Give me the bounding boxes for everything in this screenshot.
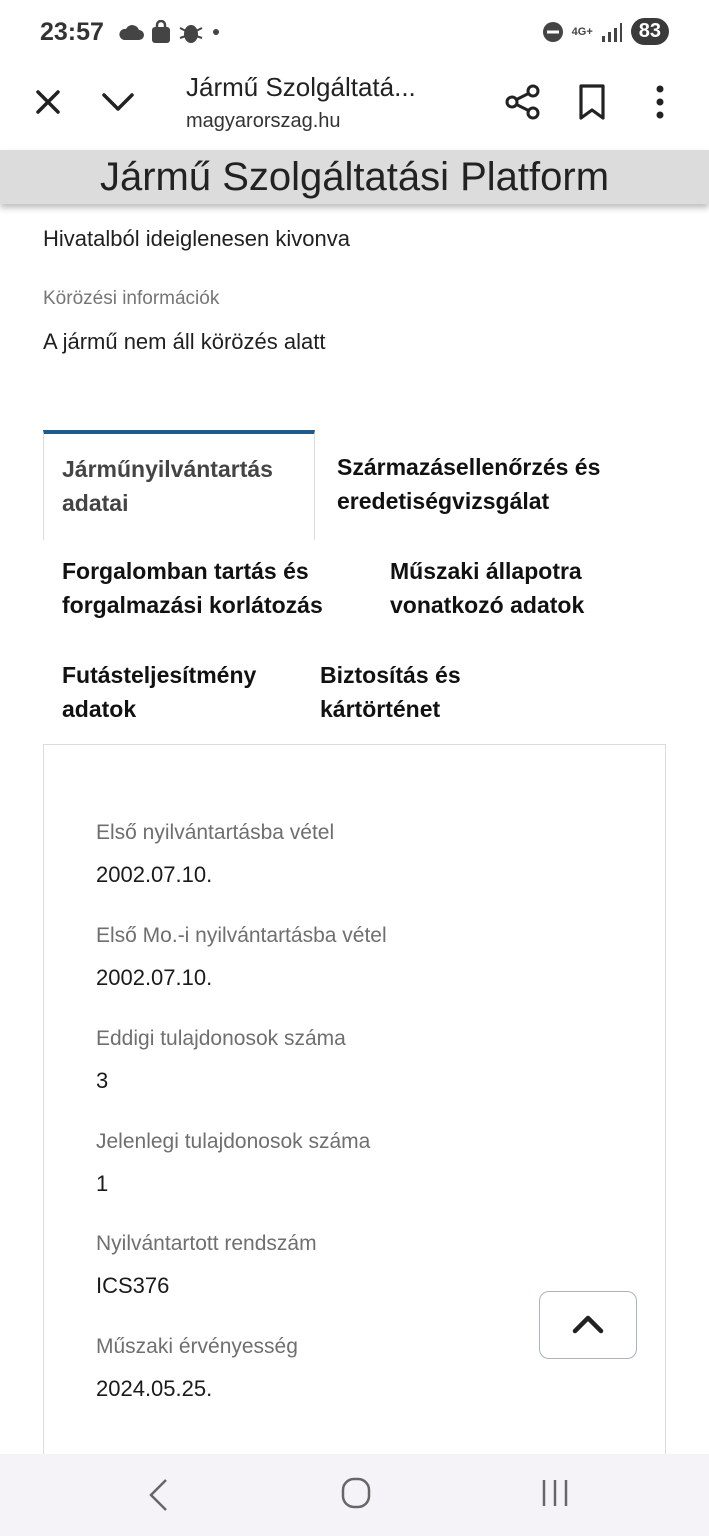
shopping-bag-icon (150, 20, 172, 44)
system-navigation-bar (0, 1454, 709, 1536)
tab-insurance[interactable]: Biztosítás és kártörténet (320, 662, 461, 722)
status-time: 23:57 (40, 18, 104, 46)
tab-vehicle-registry[interactable] (43, 430, 315, 540)
browser-toolbar (0, 66, 709, 150)
field-value: 2024.05.25. (96, 1376, 213, 1401)
field-value: ICS376 (96, 1273, 170, 1298)
recent-apps-icon[interactable] (540, 1478, 570, 1508)
field-label: Műszaki érvényesség (96, 1335, 298, 1358)
platform-title: Jármű Szolgáltatási Platform (99, 155, 610, 199)
battery-level: 83 (631, 18, 669, 45)
do-not-disturb-icon (542, 21, 564, 43)
close-icon[interactable] (30, 84, 66, 120)
home-icon[interactable] (341, 1476, 371, 1510)
tab-circulation-restriction[interactable]: Forgalomban tartás és forgalmazási korlátozás (62, 558, 323, 618)
url-text[interactable]: magyarorszag.hu (186, 110, 341, 132)
main-content (0, 204, 709, 1454)
field-label: Első Mo.-i nyilvántartásba vétel (96, 924, 387, 947)
field-value: 2002.07.10. (96, 965, 213, 990)
status-value: Hivatalból ideiglenesen kivonva (43, 226, 350, 251)
tab-label: Járműnyilvántartás adatai (62, 456, 273, 516)
dot-icon (210, 26, 222, 38)
back-icon[interactable] (146, 1476, 170, 1514)
field-value: 2002.07.10. (96, 862, 213, 887)
share-icon[interactable] (503, 82, 543, 122)
more-options-icon[interactable] (645, 82, 675, 122)
field-value: 1 (96, 1171, 109, 1196)
notification-icons (118, 20, 222, 44)
field-value: 3 (96, 1068, 109, 1093)
circulation-value: A jármű nem áll körözés alatt (43, 329, 326, 354)
platform-banner (0, 150, 709, 204)
chevron-up-icon (570, 1312, 606, 1336)
bug-icon (178, 20, 204, 44)
field-label: Első nyilvántartásba vétel (96, 821, 335, 844)
tab-origin-check[interactable]: Származásellenőrzés és eredetiségvizsgálat (337, 454, 601, 514)
system-icons (542, 18, 669, 45)
tab-technical-condition[interactable]: Műszaki állapotra vonatkozó adatok (390, 558, 585, 618)
tab-mileage[interactable]: Futásteljesítmény adatok (62, 662, 257, 722)
scroll-to-top-button[interactable] (539, 1291, 637, 1359)
page-title: Jármű Szolgáltatá... (186, 72, 416, 102)
status-bar (0, 0, 709, 66)
bookmark-icon[interactable] (575, 82, 609, 122)
cloud-icon (118, 23, 144, 41)
chevron-down-icon[interactable] (98, 84, 138, 120)
field-label: Jelenlegi tulajdonosok száma (96, 1130, 371, 1153)
field-label: Eddigi tulajdonosok száma (96, 1027, 346, 1050)
network-type: 4G+ (571, 25, 593, 38)
circulation-label: Körözési információk (43, 288, 220, 309)
field-label: Nyilvántartott rendszám (96, 1232, 317, 1255)
signal-icon (601, 22, 623, 42)
